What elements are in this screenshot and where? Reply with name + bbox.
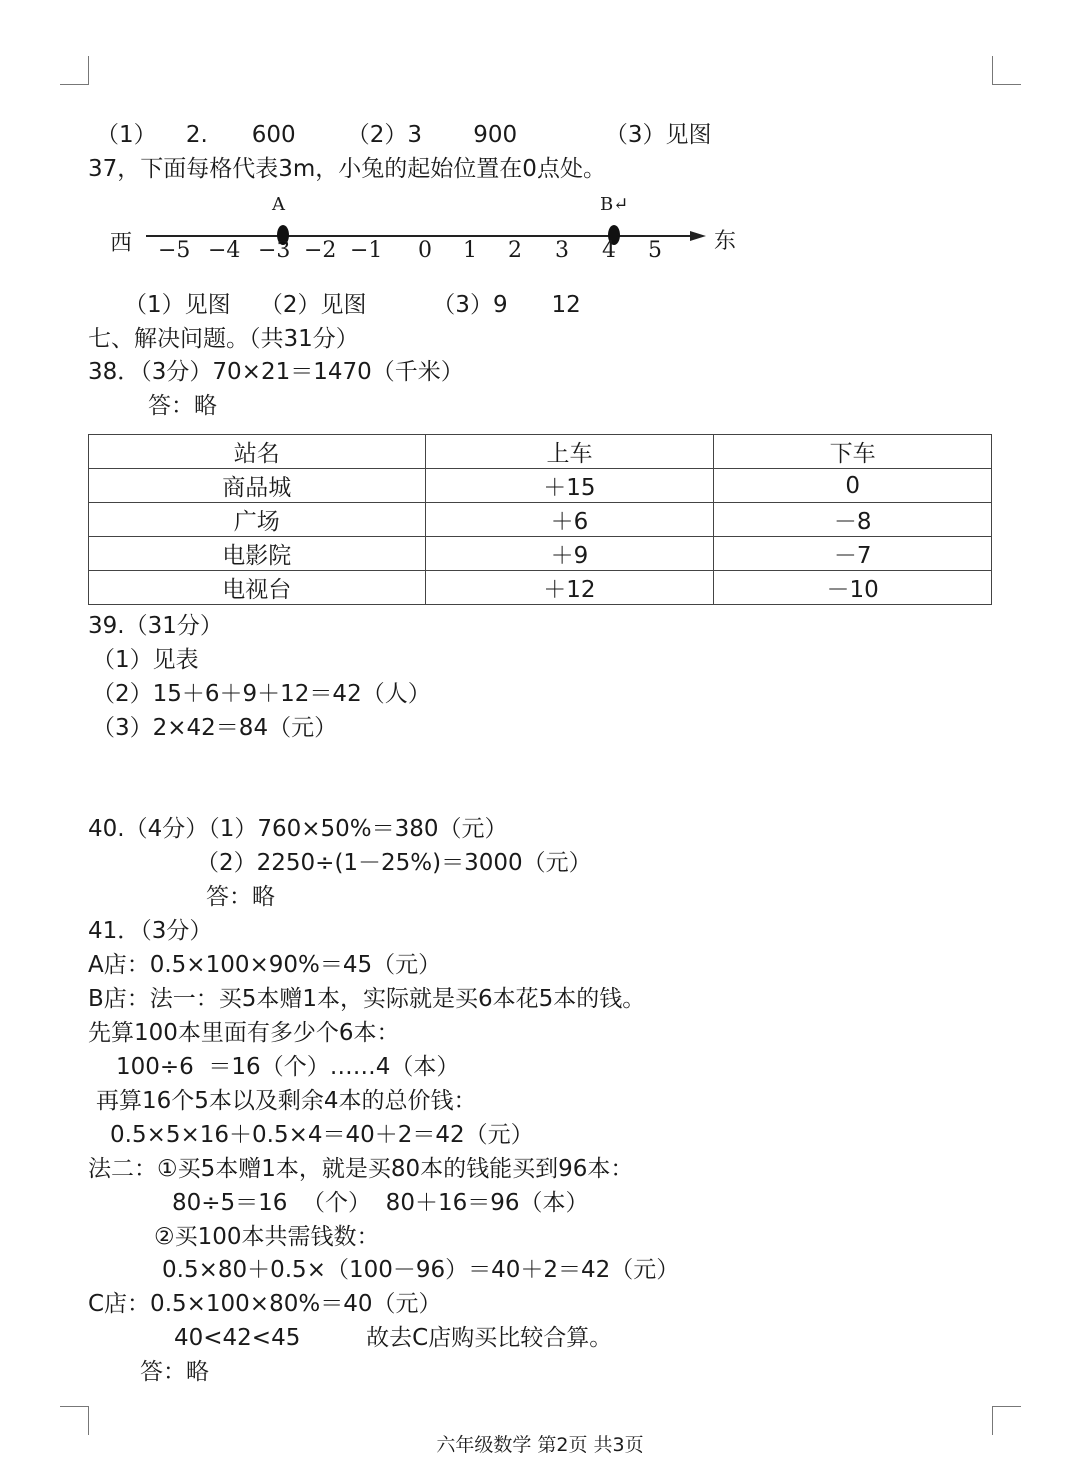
- tick-label: 0: [418, 238, 432, 263]
- q41-line: 100÷6 ＝16（个）……4（本）: [116, 1054, 460, 1080]
- table-header-row: [89, 435, 992, 469]
- table-cell: ＋15: [425, 469, 714, 503]
- west-label: 西: [110, 231, 133, 256]
- table-header: 下车: [714, 435, 992, 469]
- table-row: [89, 537, 992, 571]
- tick-label: −4: [208, 238, 241, 263]
- east-label: 东: [714, 229, 737, 254]
- q40-answer: 答：略: [206, 884, 275, 910]
- tick-label: −1: [350, 238, 383, 263]
- crop-mark-top-left: [60, 56, 89, 85]
- q41-title: 41．（3分）: [88, 918, 213, 944]
- table-header: 站名: [89, 435, 426, 469]
- q39-line-3: （3）2×42＝84（元）: [92, 715, 338, 741]
- table-header: 上车: [425, 435, 714, 469]
- q41-line: 0.5×5×16＋0.5×4＝40＋2＝42（元）: [110, 1122, 534, 1148]
- point-a-label: A: [272, 194, 285, 215]
- previous-answers-line: （1） 2. 600 （2）3 900 （3）见图: [96, 122, 712, 148]
- page-footer: 六年级数学 第2页 共3页: [436, 1434, 644, 1456]
- bus-station-table: [88, 434, 992, 605]
- tick-label: 1: [463, 238, 477, 263]
- table-cell: 电视台: [89, 571, 426, 605]
- table-cell: ＋12: [425, 571, 714, 605]
- table-cell: 广场: [89, 503, 426, 537]
- q41-store-b-method1: B店：法一：买5本赠1本，实际就是买6本花5本的钱。: [88, 986, 646, 1012]
- q41-conclusion: 40<42<45 故去C店购买比较合算。: [174, 1325, 613, 1351]
- q41-line: 80÷5＝16 （个） 80＋16＝96（本）: [172, 1190, 589, 1216]
- table-cell: －8: [714, 503, 992, 537]
- table-cell: －10: [714, 571, 992, 605]
- q38-line: 38．（3分）70×21＝1470（千米）: [88, 359, 464, 385]
- tick-label: 5: [648, 238, 662, 263]
- q39-line-2: （2）15＋6＋9＋12＝42（人）: [92, 681, 431, 707]
- q37-answer: （1）见图 （2）见图 （3）9 12: [124, 292, 581, 318]
- tick-label: 4: [602, 238, 616, 263]
- section-7-heading: 七、解决问题。（共31分）: [88, 326, 359, 352]
- crop-mark-top-right: [992, 56, 1021, 85]
- tick-label: 2: [508, 238, 522, 263]
- number-line: [0, 190, 1080, 270]
- table-cell: 0: [714, 469, 992, 503]
- q41-answer: 答：略: [140, 1359, 209, 1385]
- q38-answer: 答：略: [148, 393, 217, 419]
- tick-label: −3: [258, 238, 291, 263]
- q41-line: 再算16个5本以及剩余4本的总价钱：: [96, 1088, 477, 1114]
- q41-method2: 法二：①买5本赠1本，就是买80本的钱能买到96本：: [88, 1156, 634, 1182]
- q41-line: 0.5×80＋0.5×（100－96）＝40＋2＝42（元）: [162, 1257, 680, 1283]
- point-b-label: B↵: [600, 194, 629, 215]
- q41-store-a: A店：0.5×100×90%＝45（元）: [88, 952, 442, 978]
- tick-label: −2: [304, 238, 337, 263]
- table-cell: 商品城: [89, 469, 426, 503]
- q40-line-1: 40.（4分）（1）760×50%＝380（元）: [88, 816, 508, 842]
- table-row: [89, 469, 992, 503]
- table-cell: ＋9: [425, 537, 714, 571]
- q40-line-2: （2）2250÷(1－25%)＝3000（元）: [196, 850, 592, 876]
- q41-line: 先算100本里面有多少个6本：: [88, 1020, 400, 1046]
- table-row: [89, 571, 992, 605]
- tick-label: −5: [158, 238, 191, 263]
- q41-store-c: C店：0.5×100×80%＝40（元）: [88, 1291, 442, 1317]
- q39-title: 39.（31分）: [88, 613, 223, 639]
- q37-stem: 37，下面每格代表3m，小兔的起始位置在0点处。: [88, 156, 606, 182]
- table-cell: ＋6: [425, 503, 714, 537]
- table-cell: －7: [714, 537, 992, 571]
- table-cell: 电影院: [89, 537, 426, 571]
- tick-label: 3: [555, 238, 569, 263]
- q39-line-1: （1）见表: [92, 647, 199, 673]
- q41-line: ②买100本共需钱数：: [154, 1224, 380, 1250]
- table-row: [89, 503, 992, 537]
